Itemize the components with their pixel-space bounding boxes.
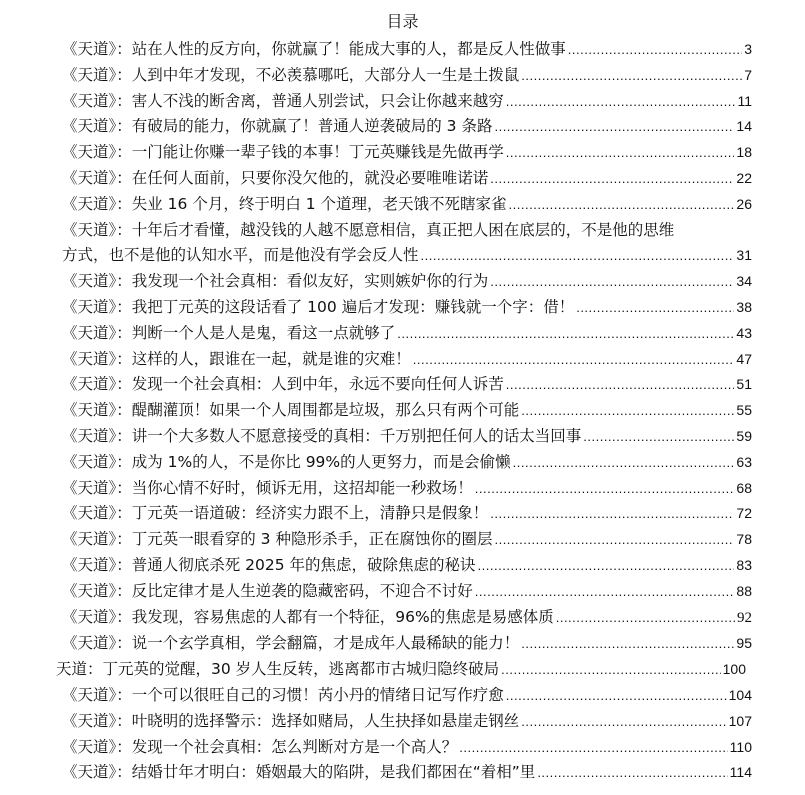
toc-entry[interactable] [62, 192, 752, 218]
toc-entry[interactable] [62, 424, 752, 450]
toc-entry[interactable] [62, 527, 752, 553]
toc-entry-title: 《天道》：普通人彻底杀死 2025 年的焦虑，破除焦虑的秘诀 [62, 555, 476, 574]
dot-leader [501, 657, 720, 683]
toc-entry-page-number: 47 [736, 350, 752, 367]
toc-entry-page-number: 95 [736, 635, 752, 652]
dot-leader [568, 37, 742, 63]
dot-leader [490, 166, 734, 192]
toc-entry[interactable] [62, 140, 752, 166]
toc-entry-page-number: 104 [728, 686, 752, 703]
toc-entry-page-number: 83 [736, 556, 752, 573]
toc-entry[interactable] [62, 683, 752, 709]
toc-entry-page-number: 43 [736, 324, 752, 341]
toc-entry-title: 《天道》：有破局的能力，你就赢了！普通人逆袭破局的 3 条路 [62, 117, 493, 136]
toc-entry-page-number: 38 [736, 298, 752, 315]
dot-leader [521, 398, 734, 424]
toc-entry-title: 《天道》：丁元英一眼看穿的 3 种隐形杀手，正在腐蚀你的圈层 [62, 530, 493, 549]
toc-entry-title: 《天道》：害人不浅的断舍离，普通人别尝试，只会让你越来越穷 [62, 91, 504, 110]
toc-entry-title: 《天道》：当你心情不好时，倾诉无用，这招却能一秒救场！ [62, 478, 473, 497]
toc-entry-title: 《天道》：十年后才看懂，越没钱的人越不愿意相信，真正把人困在底层的，不是他的思维 [62, 220, 675, 239]
dot-leader [494, 114, 734, 140]
toc-entry-page-number: 55 [736, 402, 752, 419]
toc-entry-title: 《天道》：我把丁元英的这段话看了 100 遍后才发现：赚钱就一个字：借！ [62, 297, 575, 316]
toc-entry-title: 《天道》：反比定律才是人生逆袭的隐藏密码，不迎合不讨好 [62, 581, 473, 600]
toc-entry[interactable] [62, 579, 752, 605]
toc-entry-title: 《天道》：结婚廿年才明白：婚姻最大的陷阱，是我们都困在“着相”里 [62, 763, 536, 782]
dot-leader [475, 579, 735, 605]
toc-entry-page-number: 26 [736, 195, 752, 212]
toc-entry-page-number: 11 [737, 92, 752, 109]
toc-entry[interactable] [62, 269, 752, 295]
toc-entry[interactable] [62, 321, 752, 347]
toc-entry-title: 天道：丁元英的觉醒，30 岁人生反转，逃离都市古城归隐终破局 [56, 660, 500, 679]
toc-entry[interactable] [62, 295, 752, 321]
toc-entry-title: 《天道》：发现一个社会真相：怎么判断对方是一个高人？ [62, 737, 458, 756]
dot-leader [521, 709, 726, 735]
toc-entry[interactable] [62, 605, 752, 632]
toc-entry[interactable] [62, 709, 752, 735]
dot-leader [490, 269, 734, 295]
toc-entry[interactable] [62, 218, 752, 270]
toc-entry-title: 《天道》：一门能让你赚一辈子钱的本事！丁元英赚钱是先做再学 [62, 143, 504, 162]
toc-entry-page-number: 14 [736, 118, 752, 135]
toc-entry[interactable] [62, 398, 752, 424]
toc-entry-page-number: 63 [736, 453, 752, 470]
toc-entry-title: 《天道》：人到中年才发现，不必羡慕哪吒，大部分人一生是土拨鼠 [62, 65, 520, 84]
dot-leader [475, 476, 735, 502]
dot-leader [494, 527, 734, 553]
toc-entry[interactable] [62, 372, 752, 398]
dot-leader [521, 63, 742, 89]
dot-leader [583, 424, 734, 450]
toc-entry-title: 《天道》：这样的人，跟谁在一起，就是谁的灾难！ [62, 349, 411, 368]
toc-entry-page-number: 88 [736, 582, 752, 599]
toc-entry[interactable] [62, 501, 752, 527]
dot-leader [506, 372, 735, 398]
toc-entry[interactable] [62, 760, 752, 786]
toc-entry[interactable] [62, 735, 752, 761]
dot-leader [513, 450, 735, 476]
dot-leader [556, 605, 735, 631]
toc-entry-title: 《天道》：在任何人面前，只要你没欠他的，就没必要唯唯诺诺 [62, 168, 489, 187]
dot-leader [459, 735, 727, 761]
toc-entry-title: 《天道》：讲一个大多数人不愿意接受的真相：千万别把任何人的话太当回事 [62, 426, 582, 445]
dot-leader [576, 295, 734, 321]
dot-leader [509, 192, 735, 218]
toc-entry-title: 《天道》：我发现一个社会真相：看似友好，实则嫉妒你的行为 [62, 272, 489, 291]
dot-leader [537, 760, 727, 786]
toc-entry[interactable] [62, 89, 752, 115]
dot-leader [490, 501, 734, 527]
toc-entry[interactable] [62, 63, 752, 89]
toc-entry-title: 《天道》：叶晓明的选择警示：选择如赌局，人生抉择如悬崖走钢丝 [62, 711, 520, 730]
toc-entry[interactable] [62, 166, 752, 192]
toc-entry-page-number: 68 [736, 479, 752, 496]
toc-entry[interactable] [62, 347, 752, 373]
toc-entry-title: 《天道》：说一个玄学真相，学会翻篇，才是成年人最稀缺的能力！ [62, 634, 520, 653]
dot-leader [506, 89, 736, 115]
toc-entry-title: 《天道》：站在人性的反方向，你就赢了！能成大事的人，都是反人性做事 [62, 40, 566, 58]
toc-entry-page-number: 114 [729, 764, 752, 781]
toc-title: 目录 [386, 12, 419, 31]
dot-leader [397, 321, 734, 347]
toc-entry-page-number: 59 [736, 427, 752, 444]
toc-entry[interactable] [62, 553, 752, 579]
toc-entry-page-number: 78 [736, 531, 752, 548]
toc-entry-title: 《天道》：发现一个社会真相：人到中年，永远不要向任何人诉苦 [62, 375, 504, 394]
toc-entry-page-number: 100 [722, 661, 746, 678]
toc-entry-page-number: 7 [744, 66, 752, 83]
toc-entry-title: 《天道》：丁元英一语道破：经济实力跟不上，清静只是假象！ [62, 504, 489, 523]
toc-entry-title: 《天道》：失业 16 个月，终于明白 1 个道理，老天饿不死瞎家雀 [62, 194, 507, 213]
toc-entry-page-number: 31 [736, 247, 752, 264]
toc-entry-page-number: 110 [729, 738, 752, 755]
table-of-contents [56, 37, 752, 786]
toc-entry[interactable] [62, 37, 752, 63]
toc-entry[interactable] [62, 114, 752, 140]
toc-entry-title: 《天道》：我发现，容易焦虑的人都有一个特征，96%的焦虑是易感体质 [62, 607, 554, 626]
dot-leader [506, 683, 727, 709]
toc-entry-page-number: 18 [736, 144, 752, 161]
dot-leader [413, 347, 735, 373]
toc-entry-page-number: 22 [736, 169, 752, 186]
dot-leader [506, 140, 735, 166]
toc-entry-page-number: 92 [737, 609, 752, 626]
toc-entry-title: 《天道》：醍醐灌顶！如果一个人周围都是垃圾，那么只有两个可能 [62, 401, 520, 420]
toc-entry[interactable] [62, 476, 752, 502]
toc-entry-page-number: 3 [744, 41, 752, 57]
toc-entry-page-number: 72 [736, 505, 752, 522]
dot-leader [478, 553, 735, 579]
dot-leader [421, 243, 735, 269]
toc-entry-page-number: 51 [736, 376, 752, 393]
toc-entry-title: 《天道》：成为 1%的人，不是你比 99%的人更努力，而是会偷懒 [62, 452, 511, 471]
toc-entry-page-number: 34 [736, 273, 752, 290]
dot-leader [521, 631, 734, 657]
toc-entry[interactable] [62, 450, 752, 476]
toc-entry-title-continued: 方式，也不是他的认知水平，而是他没有学会反人性 [62, 246, 419, 265]
toc-entry-title: 《天道》：判断一个人是人是鬼，看这一点就够了 [62, 323, 396, 342]
toc-entry-title: 《天道》：一个可以很旺自己的习惯！芮小丹的情绪日记写作疗愈 [62, 685, 504, 704]
toc-entry[interactable] [56, 657, 752, 683]
toc-entry-page-number: 107 [728, 712, 752, 729]
toc-entry[interactable] [62, 631, 752, 657]
